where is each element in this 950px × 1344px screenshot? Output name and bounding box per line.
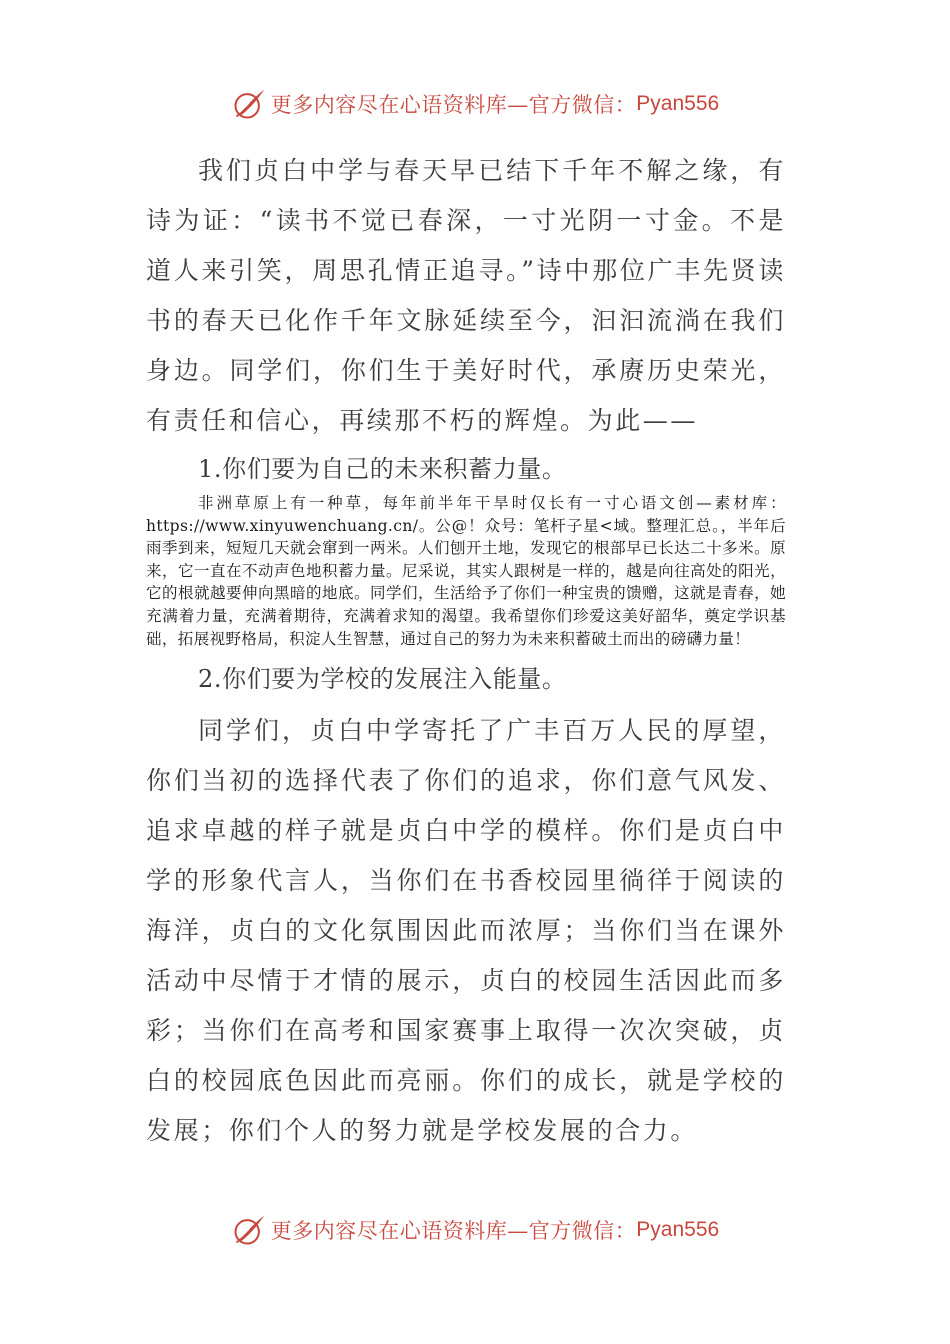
banner-text: 更多内容尽在心语资料库—官方微信： [270, 1219, 637, 1243]
quill-pen-logo-icon [231, 86, 267, 122]
small-paragraph: 非洲草原上有一种草，每年前半年干旱时仅长有一寸心语文创—素材库：https://www.xinyuwenchuang.cn/。公@！众号：笔杆子星<域。整理汇总。，半年后雨季到来，短短几天就会窜到一两米。人们刨开土地，发现它的根部早已长达二十多米。原来，它一直在不动声色地积蓄力量。尼采说，其实人跟树是一样的，越是向往高处的阳光，它的根就越要伸向黑暗的地底。同学们，生活给予了你们一种宝贵的馈赠，这就是青春，她充满着力量，充满着期待，充满着求知的渴望。我希望你们珍爱这美好韶华，奠定学识基础，拓展视野格局，积淀人生智慧，通过自己的努力为未来积蓄破土而出的磅礴力量！ [146, 494, 786, 648]
section-heading-2: 2.你们要为学校的发展注入能量。 [198, 665, 567, 694]
header-banner [0, 86, 950, 122]
intro-paragraph: 我们贞白中学与春天早已结下千年不解之缘，有诗为证：“读书不觉已春深，一寸光阴一寸金。不是道人来引笑，周思孔情正追寻。”诗中那位广丰先贤读书的春天已化作千年文脉延续至今，汩汩流淌在我们身边。同学们，你们生于美好时代，承赓历史荣光，有责任和信心，再续那不朽的辉煌。为此—— [146, 156, 786, 435]
section-heading-1: 1.你们要为自己的未来积蓄力量。 [198, 455, 567, 483]
school-paragraph: 同学们，贞白中学寄托了广丰百万人民的厚望，你们当初的选择代表了你们的追求，你们意气风发、追求卓越的样子就是贞白中学的模样。你们是贞白中学的形象代言人，当你们在书香校园里徜徉于阅读的海洋，贞白的文化氛围因此而浓厚；当你们当在课外活动中尽情于才情的展示，贞白的校园生活因此而多彩；当你们在高考和国家赛事上取得一次次突破，贞白的校园底色因此而亮丽。你们的成长，就是学校的发展；你们个人的努力就是学校发展的合力。 [146, 716, 786, 1146]
document-body [146, 146, 786, 1156]
banner-text: 更多内容尽在心语资料库—官方微信： [270, 93, 637, 117]
quill-pen-logo-icon [231, 1212, 267, 1248]
banner-wechat-id: Pyan556 [636, 1218, 720, 1241]
footer-banner [0, 1212, 950, 1248]
banner-wechat-id: Pyan556 [636, 92, 720, 115]
